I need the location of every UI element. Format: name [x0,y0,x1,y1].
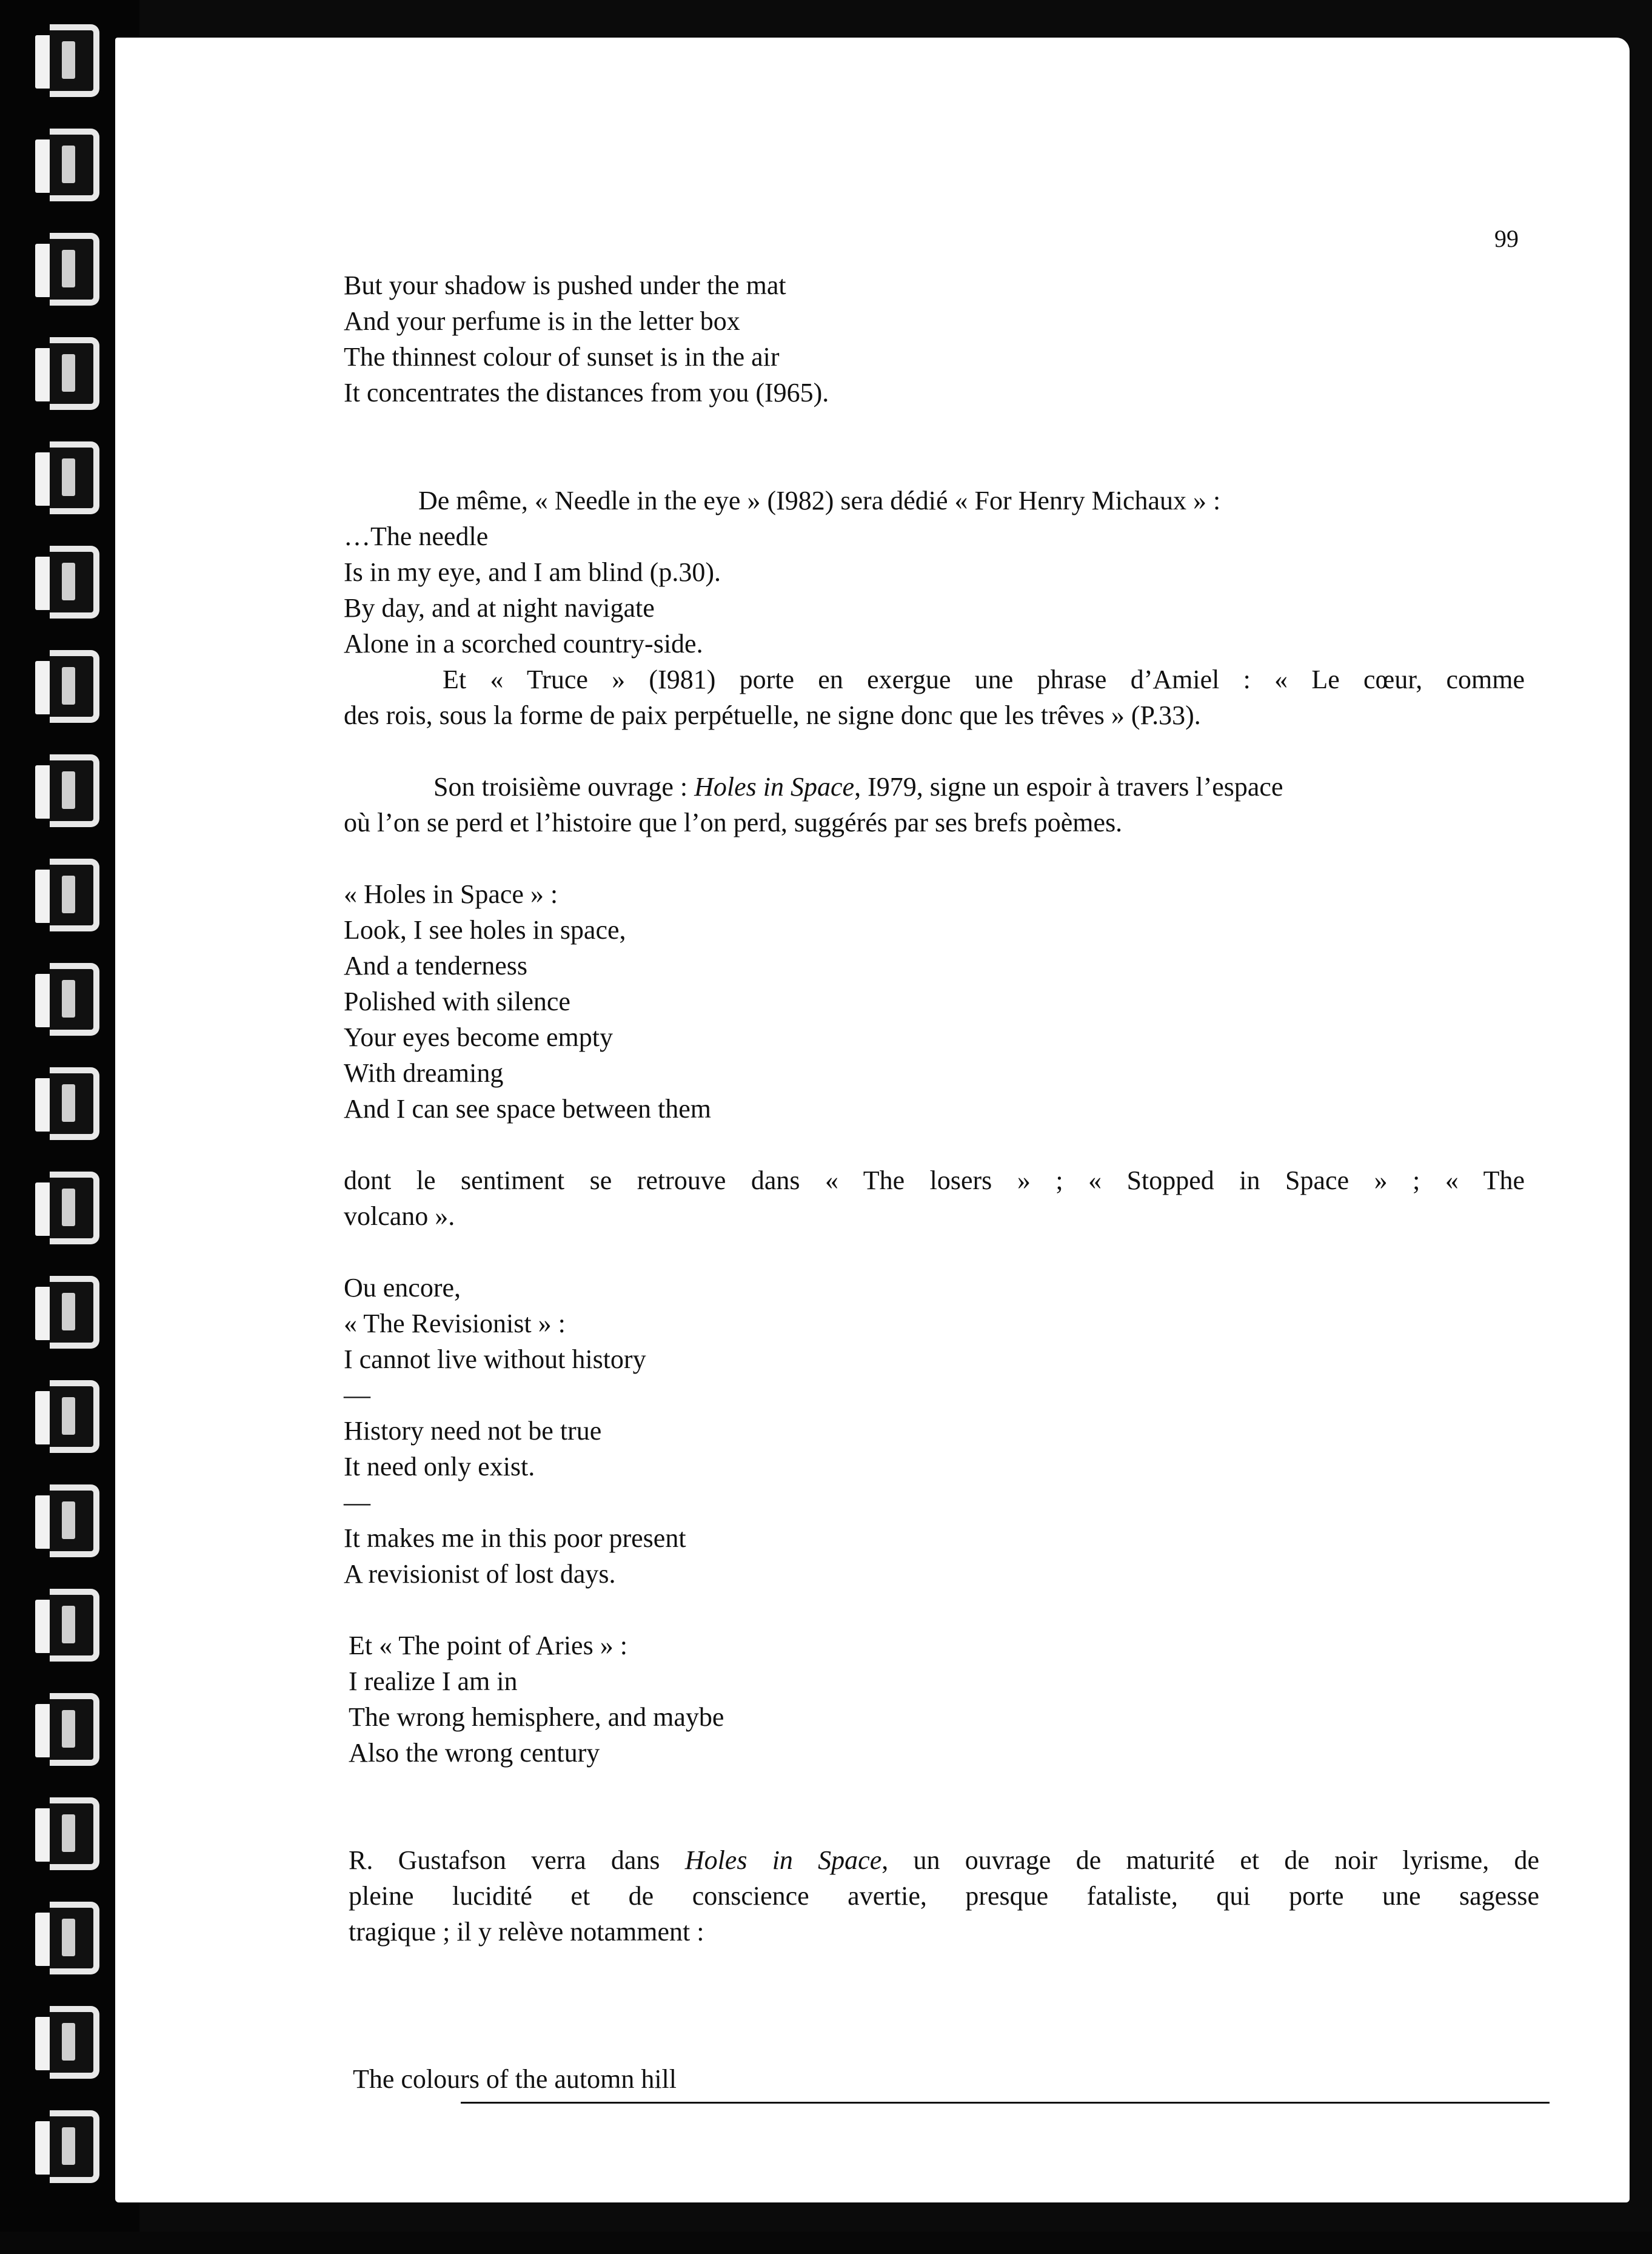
poem-line: I realize I am in [349,1666,518,1696]
paragraph-line: volcano ». [344,1201,455,1231]
scan-bottom-edge [0,2232,1652,2254]
poem-line: Alone in a scorched country-side. [344,629,703,659]
paragraph-line: R. Gustafson verra dans Holes in Space, un ouvrage de maturité et de noir lyrisme, de [349,1845,1539,1875]
poem-line: It makes me in this poor present [344,1523,686,1553]
book-title: Holes in Space [684,1845,882,1875]
paragraph-line: Et « Truce » (I981) porte en exergue une phrase d’Amiel : « Le cœur, comme [443,665,1525,694]
poem-line: …The needle [344,522,489,551]
binding-ring [35,1276,108,1349]
binding-ring [35,441,108,514]
page-number: 99 [1494,225,1519,252]
binding-ring [35,24,108,97]
poem-line: Your eyes become empty [344,1022,613,1052]
document-page [115,38,1630,2202]
footnote-rule [461,2102,1550,2104]
binding-ring [35,1067,108,1140]
binding-ring [35,337,108,410]
poem-line: A revisionist of lost days. [344,1559,616,1589]
binding-ring [35,233,108,306]
poem-line: Look, I see holes in space, [344,915,626,945]
poem-line: — [344,1380,370,1410]
paragraph-line: des rois, sous la forme de paix perpétuelle, ne signe donc que les trêves » (P.33). [344,700,1201,730]
paragraph-line: pleine lucidité et de conscience avertie, presque fataliste, qui porte une sagesse [349,1881,1539,1911]
paragraph-line: Ou encore, [344,1273,461,1303]
poem-line: Polished with silence [344,987,570,1016]
poem-line: And I can see space between them [344,1094,711,1124]
paragraph-line: De même, « Needle in the eye » (I982) sera dédié « For Henry Michaux » : [418,486,1221,515]
paragraph-line: dont le sentiment se retrouve dans « The losers » ; « Stopped in Space » ; « The [344,1166,1525,1195]
poem-line: The thinnest colour of sunset is in the air [344,342,780,372]
poem-line: I cannot live without history [344,1344,646,1374]
binding-ring [35,1589,108,1662]
binding-ring [35,1380,108,1453]
poem-line: It need only exist. [344,1452,535,1481]
poem-line: And your perfume is in the letter box [344,306,740,336]
binding-ring [35,754,108,827]
poem-line: It concentrates the distances from you (I965). [344,378,829,408]
paragraph-line: tragique ; il y relève notamment : [349,1917,704,1947]
poem-line: But your shadow is pushed under the mat [344,270,786,300]
binding-ring [35,546,108,619]
binding-ring [35,1172,108,1244]
binding-ring [35,2110,108,2183]
poem-title: « The Revisionist » : [344,1309,566,1338]
poem-title: « Holes in Space » : [344,879,558,909]
book-title: Holes in Space [694,772,855,802]
poem-line: With dreaming [344,1058,504,1088]
binding-ring [35,859,108,931]
poem-line: The wrong hemisphere, and maybe [349,1702,724,1732]
poem-line: And a tenderness [344,951,528,981]
binding-ring [35,1484,108,1557]
binding-ring [35,650,108,723]
poem-line: History need not be true [344,1416,602,1446]
binding-ring [35,1902,108,1974]
footer-line: The colours of the automn hill [353,2064,677,2094]
binding-ring [35,2006,108,2079]
paragraph-line: Son troisième ouvrage : Holes in Space, I979, signe un espoir à travers l’espace [433,772,1283,802]
binding-ring [35,1797,108,1870]
poem-line: — [344,1488,370,1517]
binding-ring [35,963,108,1036]
poem-line: Also the wrong century [349,1738,600,1768]
paragraph-line: où l’on se perd et l’histoire que l’on perd, suggérés par ses brefs poèmes. [344,808,1123,837]
poem-line: By day, and at night navigate [344,593,655,623]
poem-line: Is in my eye, and I am blind (p.30). [344,557,721,587]
binding-ring [35,129,108,201]
poem-title: Et « The point of Aries » : [349,1631,627,1660]
binding-ring [35,1693,108,1766]
